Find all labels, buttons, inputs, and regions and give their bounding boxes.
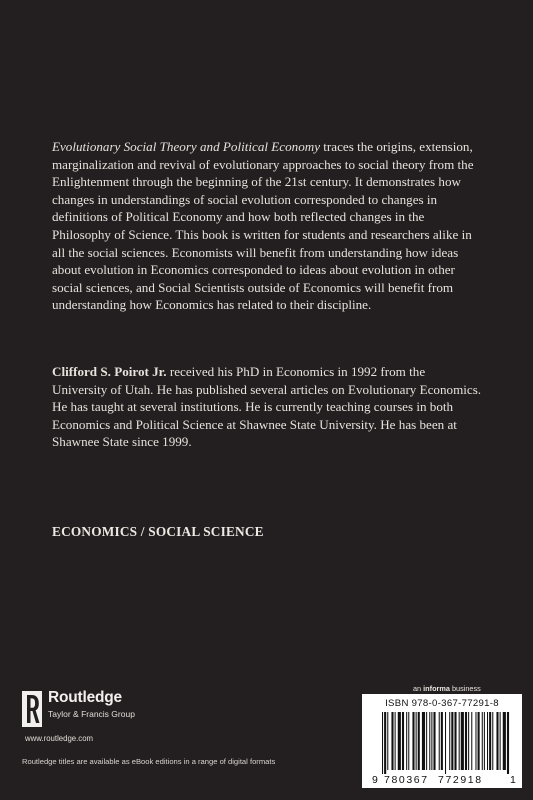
informa-business-label — [413, 684, 481, 693]
book-title-italic: Evolutionary Social Theory and Political Economy — [52, 139, 321, 154]
barcode-bar — [475, 712, 476, 770]
barcode-bar — [402, 712, 404, 770]
barcode-bar — [429, 712, 430, 770]
description-text: traces the origins, extension, marginalization and revival of evolutionary approaches to social theory from the Enlightenment through the beginning of the 21st century. It demonstrates how changes in understandings of social evolution corresponded to changes in definitions of Political Economy and how both reflected changes in the Philosophy of Science. This book is written for students and researchers alike in all the social sciences. Economists will benefit from understanding how ideas about evolution in Economics corresponded to ideas about evolution in other social sciences, and Social Scientists outside of Economics will benefit from understanding how Economics has related to their discipline. — [52, 139, 474, 313]
barcode-bar — [465, 712, 467, 770]
barcode-image — [362, 694, 522, 788]
barcode-bar — [461, 712, 464, 770]
publisher-group: Taylor & Francis Group — [48, 709, 135, 719]
publisher-name: Routledge — [48, 689, 122, 706]
barcode-bar — [418, 712, 420, 770]
routledge-logo-icon — [22, 691, 42, 727]
barcode-digits-group2: 772918 — [438, 774, 483, 786]
informa-prefix: an — [413, 684, 424, 693]
ebook-formats-note: Routledge titles are available as eBook editions in a range of digital formats — [22, 757, 276, 766]
author-name: Clifford S. Poirot Jr. — [52, 364, 167, 379]
barcode-bar — [382, 712, 383, 774]
barcode-bar — [451, 712, 453, 770]
author-bio-text: received his PhD in Economics in 1992 from the University of Utah. He has published several articles on Evolutionary Economics. He has taught at several institutions. He is currently teaching courses in both Economics and Political Science at Shawnee State University. He has been at Shawnee State since 1999. — [52, 364, 482, 450]
barcode-bar — [445, 712, 446, 774]
publisher-block — [22, 689, 222, 741]
barcode-bar — [482, 712, 483, 770]
barcode-bar — [422, 712, 425, 770]
barcode-bar — [391, 712, 393, 770]
barcode-bar — [459, 712, 460, 770]
barcode-bar — [478, 712, 480, 770]
barcode-bar — [454, 712, 456, 770]
barcode-bar — [412, 712, 414, 770]
author-bio — [52, 363, 482, 451]
barcode-bar — [484, 712, 485, 770]
barcode-bar — [503, 712, 506, 770]
barcode-bar — [487, 712, 488, 770]
publisher-url[interactable]: www.routledge.com — [25, 734, 94, 743]
barcode-bar — [416, 712, 417, 770]
isbn-label: ISBN 978-0-367-77291-8 — [385, 698, 499, 709]
barcode-digit-first: 9 — [372, 774, 378, 786]
barcode-bar — [439, 712, 440, 770]
barcode-bars — [382, 712, 509, 774]
book-description — [52, 138, 482, 314]
barcode-bar — [492, 712, 493, 770]
barcode-bar — [500, 712, 501, 770]
barcode-bar — [433, 712, 435, 770]
barcode-bar — [384, 712, 386, 774]
barcode-bar — [441, 712, 443, 770]
barcode-bar — [426, 712, 427, 770]
barcode-bar — [387, 712, 388, 770]
subject-category: ECONOMICS / SOCIAL SCIENCE — [52, 524, 264, 539]
barcode-bar — [398, 712, 401, 770]
barcode-bar — [408, 712, 409, 770]
barcode-bar — [468, 712, 469, 770]
barcode-bar — [507, 712, 509, 774]
barcode-bar — [496, 712, 498, 770]
informa-brand: informa — [423, 684, 450, 693]
barcode-bar — [449, 712, 450, 770]
barcode-bar — [395, 712, 396, 770]
barcode-bar — [471, 712, 472, 770]
barcode-bar — [406, 712, 407, 770]
barcode-bar — [431, 712, 432, 770]
barcode-panel — [362, 694, 522, 788]
informa-suffix: business — [449, 684, 481, 693]
barcode-bar — [489, 712, 491, 770]
barcode-digit-trailing: 1 — [510, 774, 516, 786]
barcode-digits-group1: 780367 — [384, 774, 429, 786]
